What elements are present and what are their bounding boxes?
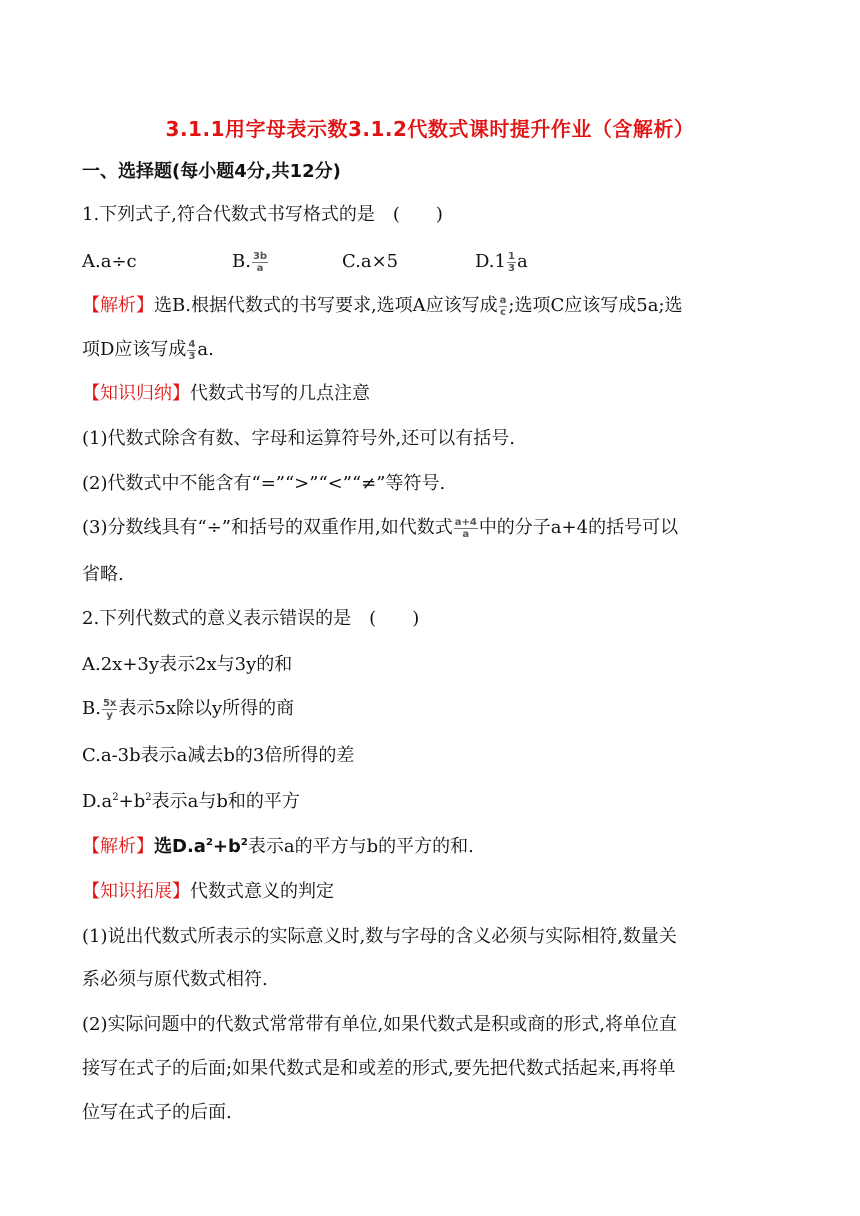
knowledge-extension: 【知识拓展】代数式意义的判定 <box>82 881 334 902</box>
question-2-option-a: A.2x+3y表示2x与3y的和 <box>82 654 293 675</box>
extension-point-2-line2: 接写在式子的后面;如果代数式是和或差的形式,要先把代数式括起来,再将单 <box>82 1058 676 1079</box>
question-2-option-b: B. $\frac{5x}{y}$ 表示5x除以y所得的商 <box>82 697 295 721</box>
option-d: D.1 $\frac{1}{3}$ a <box>475 250 528 274</box>
extension-point-1-line1: (1)说出代数式所表示的实际意义时,数与字母的含义必须与实际相符,数量关 <box>82 926 677 947</box>
question-2-option-c: C.a-3b表示a减去b的3倍所得的差 <box>82 745 355 766</box>
extension-point-2-line3: 位写在式子的后面. <box>82 1102 232 1123</box>
page-title: 3.1.1用字母表示数3.1.2代数式课时提升作业（含解析） <box>165 117 695 141</box>
fraction: $\frac{5x}{y}$ <box>102 697 117 721</box>
question-1-analysis: 【解析】选B.根据代数式的书写要求,选项A应该写成 $\frac{a}{c}$ ;选项C应该写成5a;选 <box>82 294 683 318</box>
knowledge-point-3-line2: 省略. <box>82 564 124 585</box>
analysis-tag: 【解析】 <box>82 836 154 857</box>
option-a: A.a÷c <box>82 251 137 272</box>
section-heading: 一、选择题(每小题4分,共12分) <box>82 161 341 182</box>
fraction: $\frac{1}{3}$ <box>507 250 515 274</box>
extension-point-1-line2: 系必须与原代数式相符. <box>82 969 268 990</box>
question-1-stem: 1.下列式子,符合代数式书写格式的是 ( ) <box>82 204 443 225</box>
knowledge-point-2: (2)代数式中不能含有“=”“>”“<”“≠”等符号. <box>82 473 446 494</box>
analysis-tag: 【解析】 <box>82 295 154 316</box>
knowledge-point-1: (1)代数式除含有数、字母和运算符号外,还可以有括号. <box>82 428 515 449</box>
fraction: $\frac{a}{c}$ <box>499 294 507 318</box>
extension-tag: 【知识拓展】 <box>82 881 190 902</box>
question-1-analysis-line2: 项D应该写成 $\frac{4}{3}$ a. <box>82 338 214 362</box>
option-c: C.a×5 <box>342 251 399 272</box>
knowledge-point-3: (3)分数线具有“÷”和括号的双重作用,如代数式 $\frac{a+4}{a}$ 中的分子a+4的括号可以 <box>82 516 679 540</box>
knowledge-summary: 【知识归纳】代数式书写的几点注意 <box>82 383 370 404</box>
question-2-option-d: $D.a^2+b^2$表示a与b和的平方 <box>82 791 300 812</box>
option-b: B. $\frac{3b}{a}$ <box>232 250 268 274</box>
fraction: $\frac{a+4}{a}$ <box>454 516 477 540</box>
extension-point-2-line1: (2)实际问题中的代数式常常带有单位,如果代数式是积或商的形式,将单位直 <box>82 1014 677 1035</box>
question-1-options <box>82 250 782 274</box>
question-2-stem: 2.下列代数式的意义表示错误的是 ( ) <box>82 608 420 629</box>
fraction: $\frac{4}{3}$ <box>188 338 196 362</box>
question-2-analysis: 【解析】选$D.a^2+b^2$表示a的平方与b的平方的和. <box>82 836 474 857</box>
fraction: $\frac{3b}{a}$ <box>252 250 268 274</box>
knowledge-tag: 【知识归纳】 <box>82 383 190 404</box>
